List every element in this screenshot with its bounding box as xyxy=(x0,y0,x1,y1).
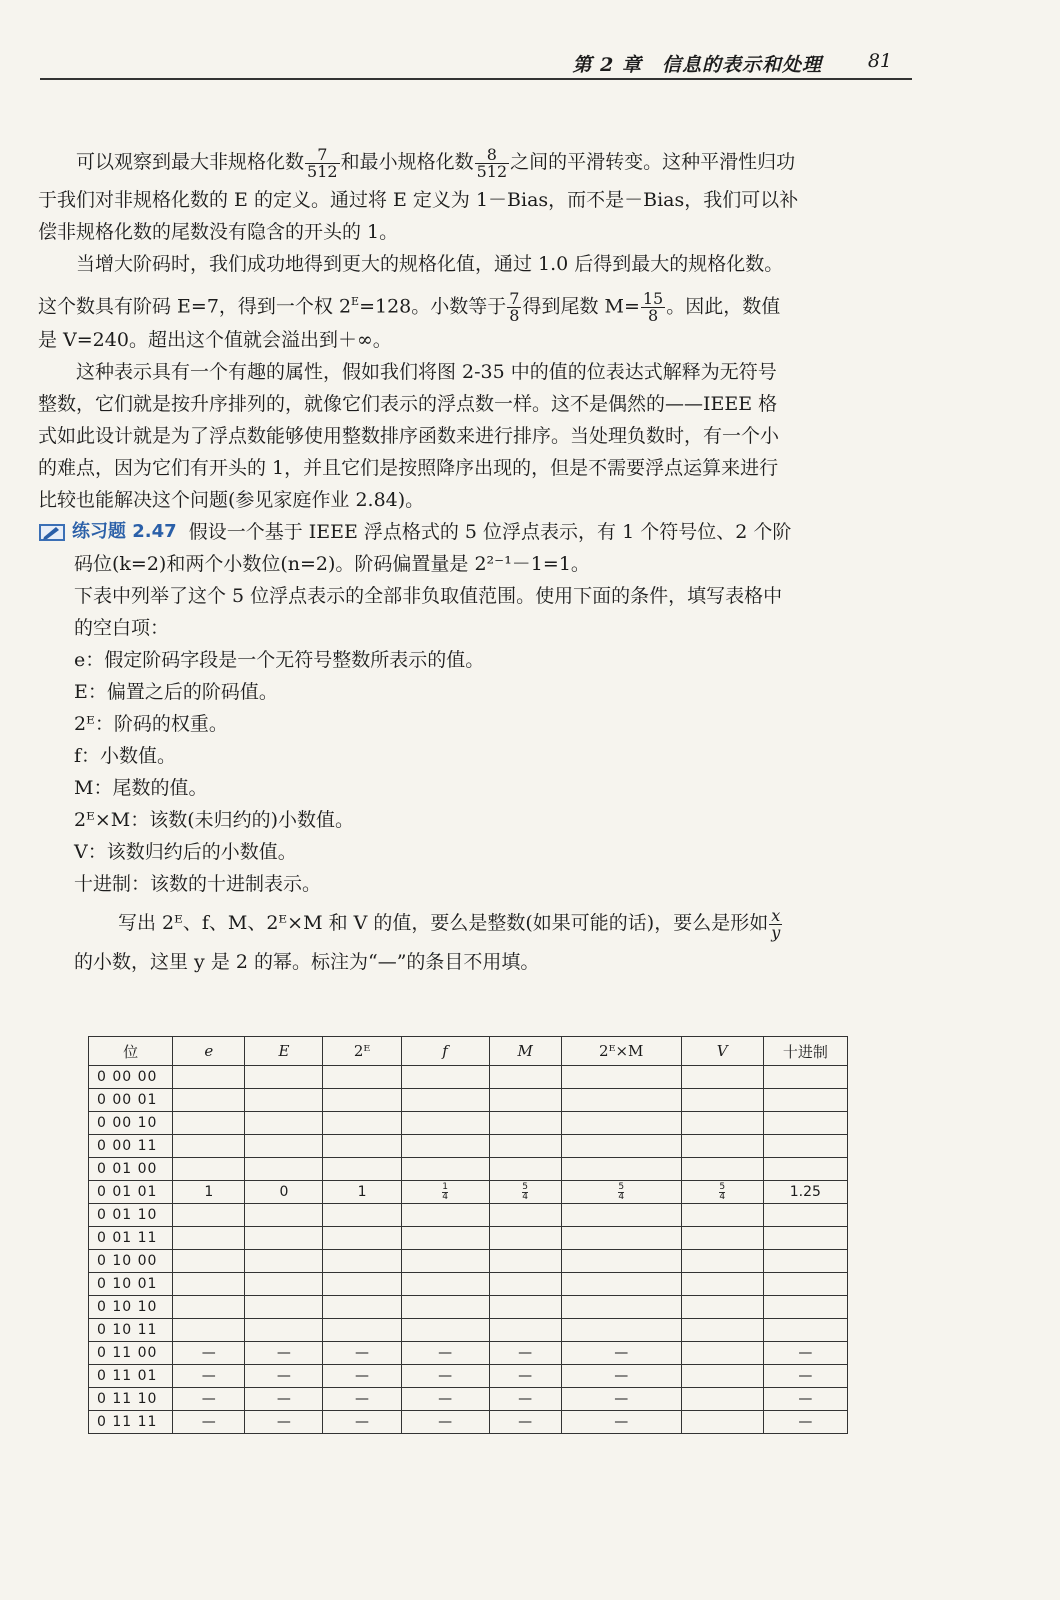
table-row xyxy=(89,1066,848,1089)
table-cell: — xyxy=(323,1342,401,1365)
table-cell xyxy=(401,1158,489,1181)
table-cell: — xyxy=(489,1388,561,1411)
table-row xyxy=(89,1227,848,1250)
table-cell xyxy=(173,1135,245,1158)
table-cell xyxy=(681,1411,763,1434)
fraction-denominator: 4 xyxy=(522,1191,529,1202)
table-cell xyxy=(173,1089,245,1112)
table-cell: — xyxy=(173,1342,245,1365)
definition-item: 2ᴱ：阶码的权重。 xyxy=(74,713,228,735)
table-cell xyxy=(489,1181,561,1204)
table-cell xyxy=(401,1066,489,1089)
page-number: 81 xyxy=(867,50,892,72)
table-cell xyxy=(173,1250,245,1273)
bit-pattern-cell: 0 10 11 xyxy=(89,1319,173,1342)
fraction xyxy=(305,144,340,181)
fraction-numerator: 15 xyxy=(642,288,664,308)
table-cell xyxy=(401,1319,489,1342)
fraction-denominator: 4 xyxy=(442,1191,448,1202)
text-line: 这种表示具有一个有趣的属性，假如我们将图 2-35 中的值的位表达式解释为无符号 xyxy=(76,361,777,383)
table-cell: 1 xyxy=(323,1181,401,1204)
table-cell: — xyxy=(489,1365,561,1388)
table-cell: — xyxy=(245,1342,323,1365)
table-cell xyxy=(763,1135,847,1158)
table-cell xyxy=(245,1296,323,1319)
fraction-denominator: y xyxy=(771,922,781,942)
bit-pattern-cell: 0 10 01 xyxy=(89,1273,173,1296)
table-cell xyxy=(561,1112,681,1135)
bit-pattern-cell: 0 00 11 xyxy=(89,1135,173,1158)
table-cell xyxy=(763,1250,847,1273)
text-span: 这个数具有阶码 E=7，得到一个权 2 xyxy=(38,295,352,318)
table-cell xyxy=(401,1273,489,1296)
fraction xyxy=(618,1183,624,1202)
column-header: f xyxy=(401,1037,489,1066)
table-cell: — xyxy=(763,1388,847,1411)
table-cell: — xyxy=(401,1342,489,1365)
table-row xyxy=(89,1112,848,1135)
fraction-denominator: 512 xyxy=(476,161,508,181)
table-row xyxy=(89,1411,848,1434)
table-row xyxy=(89,1181,848,1204)
table-cell: — xyxy=(401,1365,489,1388)
table-cell xyxy=(561,1204,681,1227)
table-row xyxy=(89,1135,848,1158)
table-cell xyxy=(489,1250,561,1273)
column-header: V xyxy=(681,1037,763,1066)
table-cell: — xyxy=(763,1411,847,1434)
table-cell xyxy=(681,1365,763,1388)
table-cell xyxy=(763,1066,847,1089)
bit-pattern-cell: 0 10 00 xyxy=(89,1250,173,1273)
definition-item: 2ᴱ×M：该数(未归约的)小数值。 xyxy=(74,809,355,831)
text-span: 。因此，数值 xyxy=(666,295,781,318)
text-span: =128。小数等于 xyxy=(359,295,507,318)
table-cell: — xyxy=(323,1388,401,1411)
table-cell xyxy=(323,1158,401,1181)
fraction-numerator: 1 xyxy=(442,1181,448,1192)
table-cell xyxy=(763,1273,847,1296)
fraction xyxy=(769,905,782,942)
table-cell xyxy=(489,1089,561,1112)
table-cell xyxy=(245,1135,323,1158)
table-cell: — xyxy=(401,1411,489,1434)
table-cell xyxy=(763,1204,847,1227)
table-cell xyxy=(401,1112,489,1135)
pencil-icon xyxy=(38,521,66,543)
table-cell xyxy=(173,1273,245,1296)
table-cell xyxy=(561,1250,681,1273)
paragraph-1 xyxy=(38,140,912,248)
table-cell: — xyxy=(561,1365,681,1388)
bit-pattern-cell: 0 01 01 xyxy=(89,1181,173,1204)
table-cell: 1.25 xyxy=(763,1181,847,1204)
table-cell xyxy=(489,1227,561,1250)
text-line: 偿非规格化数的尾数没有隐含的开头的 1。 xyxy=(38,221,399,243)
column-header: M xyxy=(489,1037,561,1066)
table-cell xyxy=(763,1296,847,1319)
table-cell xyxy=(323,1066,401,1089)
table-cell xyxy=(323,1273,401,1296)
table-row xyxy=(89,1296,848,1319)
table-cell xyxy=(401,1089,489,1112)
table-cell xyxy=(245,1273,323,1296)
table-cell xyxy=(245,1319,323,1342)
table-cell: — xyxy=(561,1411,681,1434)
table-cell xyxy=(323,1112,401,1135)
bit-pattern-cell: 0 11 10 xyxy=(89,1388,173,1411)
text-line: 于我们对非规格化数的 E 的定义。通过将 E 定义为 1－Bias，而不是－Bias，我们可以补 xyxy=(38,189,799,211)
table-cell xyxy=(489,1135,561,1158)
superscript: E xyxy=(351,295,360,308)
table-cell xyxy=(401,1135,489,1158)
table-cell xyxy=(323,1227,401,1250)
table-cell xyxy=(401,1181,489,1204)
bit-pattern-cell: 0 10 10 xyxy=(89,1296,173,1319)
table-cell xyxy=(681,1158,763,1181)
table-row xyxy=(89,1365,848,1388)
fraction xyxy=(641,288,665,324)
column-header: 2ᴱ xyxy=(323,1037,401,1066)
table-cell xyxy=(245,1158,323,1181)
table-cell xyxy=(561,1273,681,1296)
table-cell xyxy=(561,1296,681,1319)
column-header: E xyxy=(245,1037,323,1066)
table-cell xyxy=(173,1066,245,1089)
table-cell xyxy=(173,1158,245,1181)
table-cell xyxy=(489,1273,561,1296)
table-cell xyxy=(681,1066,763,1089)
fraction-numerator: 5 xyxy=(719,1181,726,1192)
table-cell xyxy=(323,1250,401,1273)
bit-pattern-cell: 0 00 01 xyxy=(89,1089,173,1112)
fraction-denominator: 512 xyxy=(307,161,338,181)
table-row xyxy=(89,1342,848,1365)
table-cell xyxy=(561,1135,681,1158)
table-cell: — xyxy=(401,1388,489,1411)
text-span: 可以观察到最大非规格化数 xyxy=(76,151,305,173)
bit-pattern-cell: 0 11 01 xyxy=(89,1365,173,1388)
table-cell xyxy=(401,1296,489,1319)
bit-pattern-cell: 0 00 00 xyxy=(89,1066,173,1089)
table-cell xyxy=(173,1204,245,1227)
table-cell: — xyxy=(489,1411,561,1434)
bit-pattern-cell: 0 01 10 xyxy=(89,1204,173,1227)
text-span: 和最小规格化数 xyxy=(340,151,474,173)
paragraph-3 xyxy=(38,356,912,516)
table-cell xyxy=(681,1089,763,1112)
table-cell xyxy=(401,1204,489,1227)
table-cell: — xyxy=(561,1388,681,1411)
table-header-row xyxy=(89,1037,848,1066)
fraction-denominator: 8 xyxy=(647,305,659,324)
table-cell: 0 xyxy=(245,1181,323,1204)
fraction-numerator: 7 xyxy=(509,288,520,308)
table-row xyxy=(89,1250,848,1273)
table-cell xyxy=(401,1227,489,1250)
table-row xyxy=(89,1204,848,1227)
table-cell xyxy=(489,1204,561,1227)
definition-item: M：尾数的值。 xyxy=(74,777,208,799)
table-row xyxy=(89,1089,848,1112)
table-cell xyxy=(681,1342,763,1365)
fraction xyxy=(507,288,521,324)
definition-item: E：偏置之后的阶码值。 xyxy=(74,681,278,703)
fraction xyxy=(719,1183,725,1202)
table-row xyxy=(89,1158,848,1181)
bit-pattern-cell: 0 11 11 xyxy=(89,1411,173,1434)
table-cell: — xyxy=(323,1411,401,1434)
table-cell xyxy=(561,1158,681,1181)
table-row xyxy=(89,1388,848,1411)
fraction-denominator: 4 xyxy=(618,1191,625,1202)
table-cell: — xyxy=(173,1411,245,1434)
table-body xyxy=(89,1066,848,1434)
table-cell xyxy=(323,1296,401,1319)
chapter-title: 第 2 章 信息的表示和处理 xyxy=(572,54,822,76)
table-cell xyxy=(681,1273,763,1296)
fraction-denominator: 4 xyxy=(719,1191,726,1202)
bit-pattern-cell: 0 01 00 xyxy=(89,1158,173,1181)
text-span: 得到尾数 M= xyxy=(522,295,640,318)
table-cell xyxy=(681,1319,763,1342)
column-header: 十进制 xyxy=(763,1037,847,1066)
table-cell xyxy=(681,1181,763,1204)
table-cell xyxy=(681,1388,763,1411)
table-cell xyxy=(561,1227,681,1250)
exercise-block xyxy=(38,516,912,978)
table-cell xyxy=(489,1112,561,1135)
fraction xyxy=(442,1183,448,1202)
table-cell: — xyxy=(323,1365,401,1388)
table-cell xyxy=(323,1135,401,1158)
table-cell xyxy=(763,1319,847,1342)
table-cell xyxy=(323,1204,401,1227)
text-line xyxy=(38,900,912,946)
table-cell xyxy=(245,1250,323,1273)
text-span: 之间的平滑转变。这种平滑性归功 xyxy=(510,151,796,173)
fraction-numerator: 7 xyxy=(305,147,340,164)
fraction-numerator: 5 xyxy=(522,1181,529,1192)
table-cell xyxy=(561,1181,681,1204)
exercise-text: 假设一个基于 IEEE 浮点格式的 5 位浮点表示，有 1 个符号位、2 个阶 xyxy=(188,521,792,543)
table-cell: — xyxy=(245,1411,323,1434)
running-header xyxy=(40,42,912,80)
table-cell xyxy=(489,1066,561,1089)
table-cell xyxy=(561,1089,681,1112)
table-cell xyxy=(401,1250,489,1273)
table-cell: — xyxy=(245,1365,323,1388)
fraction-numerator: 5 xyxy=(618,1181,625,1192)
table-cell: — xyxy=(173,1365,245,1388)
definition-item: V：该数归约后的小数值。 xyxy=(74,841,297,863)
float-table xyxy=(88,1036,848,1434)
fraction-numerator: x xyxy=(769,908,782,925)
table-cell xyxy=(323,1089,401,1112)
bit-pattern-cell: 0 11 00 xyxy=(89,1342,173,1365)
table-cell: 1 xyxy=(173,1181,245,1204)
table-cell xyxy=(245,1112,323,1135)
table-cell xyxy=(763,1089,847,1112)
text-line: 的空白项： xyxy=(74,617,170,639)
table-cell: — xyxy=(561,1342,681,1365)
table-cell xyxy=(763,1227,847,1250)
table-cell xyxy=(763,1112,847,1135)
table-cell xyxy=(561,1066,681,1089)
table-cell: — xyxy=(763,1365,847,1388)
text-line: 比较也能解决这个问题(参见家庭作业 2.84)。 xyxy=(38,489,425,511)
table-cell xyxy=(489,1296,561,1319)
table-row xyxy=(89,1319,848,1342)
table-cell xyxy=(245,1204,323,1227)
table-cell xyxy=(681,1250,763,1273)
table-cell xyxy=(323,1319,401,1342)
text-line: 是 V=240。超出这个值就会溢出到＋∞。 xyxy=(38,329,392,351)
column-header: 2ᴱ×M xyxy=(561,1037,681,1066)
table-cell: — xyxy=(489,1342,561,1365)
definition-item: e：假定阶码字段是一个无符号整数所表示的值。 xyxy=(74,649,485,671)
bit-pattern-cell: 0 01 11 xyxy=(89,1227,173,1250)
fraction-numerator: 8 xyxy=(475,147,510,164)
text-line: 的小数，这里 y 是 2 的幂。标注为“—”的条目不用填。 xyxy=(74,951,540,973)
main-text xyxy=(38,140,912,978)
table-cell xyxy=(681,1227,763,1250)
table-cell xyxy=(173,1112,245,1135)
column-header: e xyxy=(173,1037,245,1066)
exercise-heading xyxy=(38,516,912,548)
table-cell xyxy=(681,1296,763,1319)
text-line: 的难点，因为它们有开头的 1，并且它们是按照降序出现的，但是不需要浮点运算来进行 xyxy=(38,457,779,479)
table-cell: — xyxy=(173,1388,245,1411)
text-line: 式如此设计就是为了浮点数能够使用整数排序函数来进行排序。当处理负数时，有一个小 xyxy=(38,425,780,447)
text-line xyxy=(38,280,912,324)
fraction xyxy=(475,144,510,181)
text-line: 当增大阶码时，我们成功地得到更大的规格化值，通过 1.0 后得到最大的规格化数。 xyxy=(76,253,784,275)
table-cell xyxy=(489,1319,561,1342)
table-cell xyxy=(245,1066,323,1089)
table-cell: — xyxy=(763,1342,847,1365)
table-cell xyxy=(173,1319,245,1342)
fraction-denominator: 8 xyxy=(509,305,520,324)
paragraph-2 xyxy=(38,248,912,356)
table-cell xyxy=(763,1158,847,1181)
table-cell: — xyxy=(245,1388,323,1411)
text-line xyxy=(38,140,912,184)
text-line: 下表中列举了这个 5 位浮点表示的全部非负取值范围。使用下面的条件，填写表格中 xyxy=(74,585,783,607)
table-cell xyxy=(173,1296,245,1319)
column-header: 位 xyxy=(89,1037,173,1066)
definition-item: 十进制：该数的十进制表示。 xyxy=(74,873,322,895)
text-span: 写出 2ᴱ、f、M、2ᴱ×M 和 V 的值，要么是整数(如果可能的话)，要么是形如 xyxy=(118,912,769,934)
fraction xyxy=(522,1183,528,1202)
table-cell xyxy=(173,1227,245,1250)
exercise-label: 练习题 2.47 xyxy=(72,521,177,542)
definition-item: f：小数值。 xyxy=(74,745,177,767)
table-cell xyxy=(245,1227,323,1250)
text-line: 整数，它们就是按升序排列的，就像它们表示的浮点数一样。这不是偶然的——IEEE 格 xyxy=(38,393,778,415)
table-cell xyxy=(681,1135,763,1158)
table-cell xyxy=(681,1204,763,1227)
table-cell xyxy=(681,1112,763,1135)
bit-pattern-cell: 0 00 10 xyxy=(89,1112,173,1135)
text-line: 码位(k=2)和两个小数位(n=2)。阶码偏置量是 2²⁻¹－1=1。 xyxy=(74,553,590,575)
table-row xyxy=(89,1273,848,1296)
table-cell xyxy=(489,1158,561,1181)
table-cell xyxy=(561,1319,681,1342)
table-cell xyxy=(245,1089,323,1112)
